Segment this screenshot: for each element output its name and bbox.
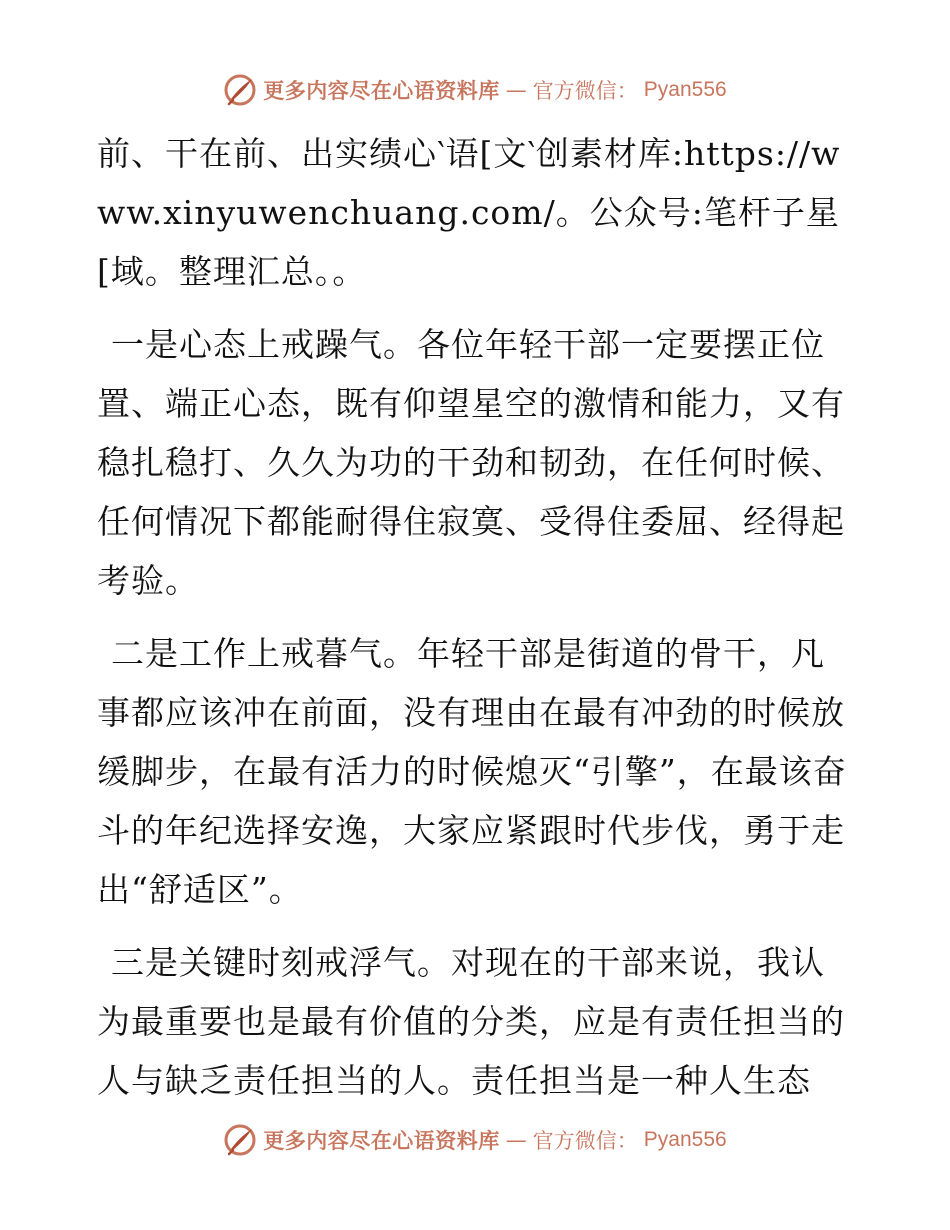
intro-paragraph: 前、干在前、出实绩心‵语[文‵创素材库:https://www.xinyuwenchuang.com/。公众号:笔杆子星[域。整理汇总。。 [97,134,841,291]
watermark-wechat-id: Pyan556 [643,78,727,101]
watermark-wechat-label: 官方微信： [532,79,638,103]
watermark-title: 更多内容尽在心语资料库 [263,1128,500,1153]
paragraph-mindset: 一是心态上戒躁气。各位年轻干部一定要摆正位置、端正心态，既有仰望星空的激情和能力，又有稳扎稳打、久久为功的干劲和韧劲，在任何时候、任何情况下都能耐得住寂寞、受得住委屈、经得起考验。 [97,325,845,600]
watermark-title: 更多内容尽在心语资料库 [263,78,500,103]
feather-pen-logo-icon [223,1123,257,1157]
watermark-wechat-id: Pyan556 [643,1128,727,1151]
footer-watermark [0,1120,950,1160]
watermark-separator: — [505,78,527,102]
feather-pen-logo-icon [223,73,257,107]
header-watermark [0,70,950,110]
paragraph-critical-moments: 三是关键时刻戒浮气。对现在的干部来说，我认为最重要也是最有价值的分类，应是有责任担当的人与缺乏责任担当的人。责任担当是一种人生态 [97,943,845,1100]
paragraph-work: 二是工作上戒暮气。年轻干部是街道的骨干，凡事都应该冲在前面，没有理由在最有冲劲的时候放缓脚步，在最有活力的时候熄灭“引擎”，在最该奋斗的年纪选择安逸，大家应紧跟时代步伐，勇于走出“舒适区”。 [97,634,847,909]
watermark-wechat-label: 官方微信： [532,1129,638,1153]
document-body [97,120,857,1110]
watermark-separator: — [505,1128,527,1152]
